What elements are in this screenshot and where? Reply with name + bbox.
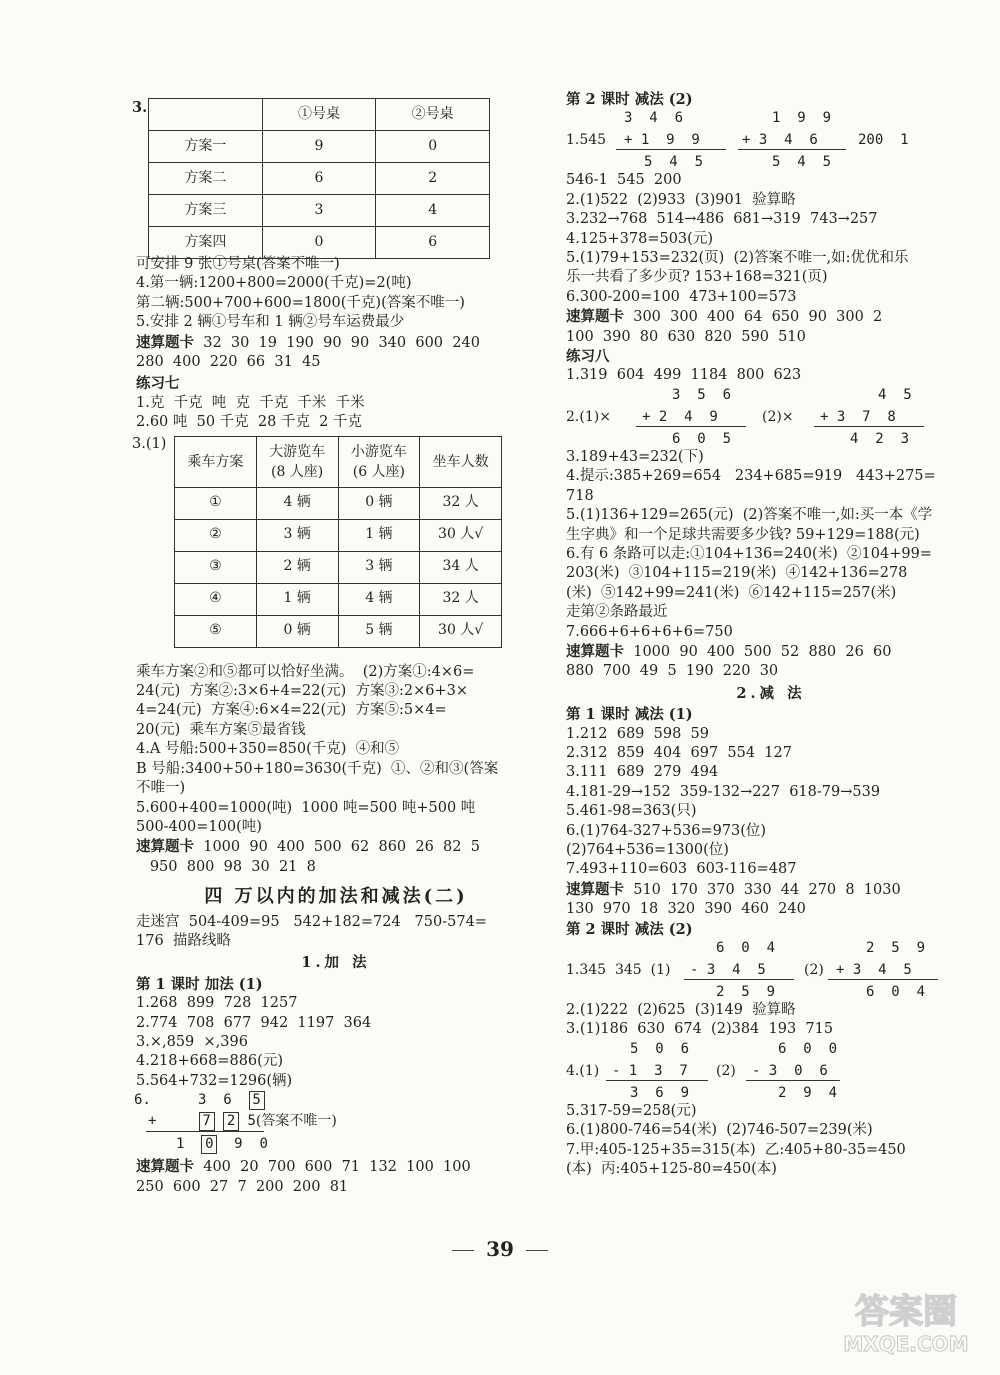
v4-label: 4.(1) xyxy=(566,1062,600,1079)
table-cell: 32 人 xyxy=(420,583,502,615)
v4-top-b: 6 0 0 xyxy=(778,1040,838,1057)
v4-mid-a: - 1 3 7 xyxy=(612,1062,688,1079)
answer-line: 2.60 吨 50 千克 28 千克 2 千克 xyxy=(136,414,363,431)
v4-line-b xyxy=(746,1080,840,1081)
answer-line: 5.安排 2 辆①号车和 1 辆②号车运费最少 xyxy=(136,314,405,331)
table1-block xyxy=(132,90,536,255)
answer-line: 走迷宫 504-409=95 542+182=724 750-574= xyxy=(136,913,487,930)
answer-line: 速算题卡 32 30 19 190 90 90 340 600 240 xyxy=(136,333,480,351)
answer-line: 7.493+110=603 603-116=487 xyxy=(566,861,797,878)
v1-top-b: 1 9 9 xyxy=(772,110,832,127)
v3-bot-b: 6 0 4 xyxy=(866,984,926,1001)
v2-top-a: 3 5 6 xyxy=(672,386,732,403)
q6-row2: + 7 2 5(答案不唯一) xyxy=(148,1113,337,1130)
v2-line-b xyxy=(814,426,924,427)
answer-line: 880 700 49 5 190 220 30 xyxy=(566,663,779,680)
table-cell: 9 xyxy=(262,131,376,163)
answer-line: 5.564+732=1296(辆) xyxy=(136,1072,293,1089)
table-cell: 0 辆 xyxy=(338,487,420,519)
v2-mid: (2)× xyxy=(762,408,794,425)
answer-line: 5.(1)136+129=265(元) (2)答案不唯一,如:买一本《学 xyxy=(566,507,933,524)
answer-line: 3.111 689 279 494 xyxy=(566,764,719,781)
v3-mid-a: - 3 4 5 xyxy=(690,962,766,979)
answer-line: 乐一共看了多少页? 153+168=321(页) xyxy=(566,269,828,286)
answer-line: 5.(1)79+153=232(页) (2)答案不唯一,如:优优和乐 xyxy=(566,250,909,267)
v3-top-b: 2 5 9 xyxy=(866,940,926,957)
answer-line: 第二辆:500+700+600=1800(千克)(答案不唯一) xyxy=(136,294,465,311)
v1-mid-a: + 1 9 9 xyxy=(624,132,700,149)
table-header-row xyxy=(175,436,502,487)
exercise7-title: 练习七 xyxy=(136,375,180,393)
svg-text:答案圈: 答案圈 xyxy=(855,1292,957,1332)
answer-line: 100 390 80 630 820 590 510 xyxy=(566,328,806,345)
answer-line: 718 xyxy=(566,487,594,504)
right-lines-e xyxy=(566,1102,976,1180)
table-header-cell: 小游览车 (6 人座) xyxy=(338,436,420,487)
table-row xyxy=(149,195,490,227)
v2-line-a xyxy=(636,426,746,427)
answer-line: 4=24(元) 方案④:6×4=22(元) 方案⑤:5×4= xyxy=(136,702,447,719)
lesson2-title: 第 2 课时 减法 (2) xyxy=(566,91,693,108)
v4-bot-b: 2 9 4 xyxy=(778,1084,838,1101)
answer-line: 4.218+668=886(元) xyxy=(136,1053,283,1070)
v2-label: 2.(1)× xyxy=(566,408,611,425)
v1-bot-a: 5 4 5 xyxy=(644,154,704,171)
v3-mid-b: + 3 4 5 xyxy=(836,962,912,979)
answer-line: 130 970 18 320 390 460 240 xyxy=(566,901,806,918)
answer-line: 20(元) 乘车方案⑤最省钱 xyxy=(136,721,306,738)
table-row xyxy=(175,487,502,519)
answer-line: 速算题卡 300 300 400 64 650 90 300 2 xyxy=(566,308,883,326)
answer-line: 4.第一辆:1200+800=2000(千克)=2(吨) xyxy=(136,275,412,292)
table-cell: 3 辆 xyxy=(338,551,420,583)
q6-box: 5 xyxy=(249,1091,265,1110)
answer-line: 1.克 千克 吨 克 千克 千米 千米 xyxy=(136,394,365,411)
table-cell: 1 辆 xyxy=(256,583,338,615)
table-cell: 4 xyxy=(376,195,490,227)
table-cell: 2 xyxy=(376,163,490,195)
answer-line: (本) 丙:405+125-80=450(本) xyxy=(566,1161,777,1178)
v4-mid: (2) xyxy=(716,1062,736,1079)
v1-vertical xyxy=(566,109,976,171)
answer-line: 4.181-29→152 359-132→227 618-79→539 xyxy=(566,783,881,800)
lines-c xyxy=(136,663,536,877)
answer-line: 速算题卡 1000 90 400 500 62 860 26 82 5 xyxy=(136,838,480,856)
table-cell: 5 辆 xyxy=(338,615,420,647)
table-header-cell: 乘车方案 xyxy=(175,436,257,487)
dash-right xyxy=(526,1250,548,1251)
answer-line: 生字典》和一个足球共需要多少钱? 59+129=188(元) xyxy=(566,526,920,543)
answer-line: 6.300-200=100 473+100=573 xyxy=(566,288,797,305)
table-cell: 方案一 xyxy=(149,131,263,163)
table2 xyxy=(174,436,502,648)
left-column xyxy=(132,90,536,1197)
answer-line: 7.甲:405-125+35=315(本) 乙:405+80-35=450 xyxy=(566,1141,906,1158)
table-cell: 1 辆 xyxy=(338,519,420,551)
answer-line: 280 400 220 66 31 45 xyxy=(136,354,321,371)
v1-tail: 200 1 xyxy=(858,132,909,149)
answer-line: 546-1 545 200 xyxy=(566,172,682,189)
answer-line: 3.×,859 ×,396 xyxy=(136,1033,248,1050)
v1-top-a: 3 4 6 xyxy=(624,110,684,127)
table-header-cell: ①号桌 xyxy=(262,99,376,131)
table-row xyxy=(149,227,490,259)
answer-line: 950 800 98 30 21 8 xyxy=(136,858,316,875)
addition-subtitle: 1.加 法 xyxy=(301,954,371,972)
answer-line: 5.461-98=363(只) xyxy=(566,803,697,820)
v1-line-b xyxy=(738,149,846,150)
answer-line: 6.有 6 条路可以走:①104+136=240(米) ②104+99= xyxy=(566,545,932,562)
q6-label: 6. xyxy=(134,1092,151,1109)
q6-box: 2 xyxy=(223,1112,239,1131)
q6-sum-line xyxy=(146,1131,264,1132)
table-cell: 方案四 xyxy=(149,227,263,259)
table-cell: 34 人 xyxy=(420,551,502,583)
table-header-cell: 坐车人数 xyxy=(420,436,502,487)
q6-box: 0 xyxy=(201,1135,217,1154)
table-cell: 32 人 xyxy=(420,487,502,519)
lines-e xyxy=(136,994,536,1091)
answer-line: 5.600+400=1000(吨) 1000 吨=500 吨+500 吨 xyxy=(136,799,476,816)
answer-line: 2.(1)222 (2)625 (3)149 验算略 xyxy=(566,1002,796,1019)
table-cell: 4 辆 xyxy=(256,487,338,519)
v3-vertical xyxy=(566,939,976,1001)
answer-line: (米) ⑤142+99=241(米) ⑥142+115=257(米) xyxy=(566,584,897,601)
v4-bot-a: 3 6 9 xyxy=(630,1084,690,1101)
q6-row3: 1 0 9 0 xyxy=(176,1136,268,1153)
table-cell: 0 xyxy=(376,131,490,163)
exercise8-title: 练习八 xyxy=(566,348,610,366)
table-row xyxy=(175,519,502,551)
answer-line: 6.(1)800-746=54(米) (2)746-507=239(米) xyxy=(566,1122,873,1139)
svg-text:MXQE.COM: MXQE.COM xyxy=(843,1332,969,1356)
answer-line: 1.212 689 598 59 xyxy=(566,725,709,742)
table-cell: 0 辆 xyxy=(256,615,338,647)
dash-left xyxy=(452,1250,474,1251)
v2-mid-b: + 3 7 8 xyxy=(820,408,896,425)
answer-line: 7.666+6+6+6+6=750 xyxy=(566,623,733,640)
table-cell: ① xyxy=(175,487,257,519)
table-header-cell: ②号桌 xyxy=(376,99,490,131)
v2-bot-a: 6 0 5 xyxy=(672,430,732,447)
answer-line: 2.(1)522 (2)933 (3)901 验算略 xyxy=(566,191,796,208)
table-cell: 3 xyxy=(262,195,376,227)
table-cell: ⑤ xyxy=(175,615,257,647)
v1-line-a xyxy=(616,149,726,150)
table-row xyxy=(149,163,490,195)
table-cell: 30 人√ xyxy=(420,615,502,647)
answer-line: 4.125+378=503(元) xyxy=(566,230,713,247)
table-cell: ③ xyxy=(175,551,257,583)
table-cell: ④ xyxy=(175,583,257,615)
lines-f xyxy=(136,1157,536,1197)
subtraction-subtitle: 2.减 法 xyxy=(736,684,806,702)
table-cell: 2 辆 xyxy=(256,551,338,583)
lines-b xyxy=(136,394,536,433)
watermark-logo xyxy=(836,1271,976,1361)
v3-line-a xyxy=(684,979,794,980)
v3-top-a: 6 0 4 xyxy=(716,940,776,957)
table-cell: 3 辆 xyxy=(256,519,338,551)
answer-line: 24(元) 方案②:3×6+4=22(元) 方案③:2×6+3× xyxy=(136,683,468,700)
answer-line: 乘车方案②和⑤都可以恰好坐满。 (2)方案①:4×6= xyxy=(136,663,475,680)
lines-d xyxy=(136,913,536,952)
table-row xyxy=(149,131,490,163)
v1-bot-b: 5 4 5 xyxy=(772,154,832,171)
v2-mid-a: + 2 4 9 xyxy=(642,408,718,425)
right-lines-a xyxy=(566,171,976,347)
v3-line-b xyxy=(828,979,938,980)
answer-line: 1.268 899 728 1257 xyxy=(136,995,298,1012)
table-cell: 方案三 xyxy=(149,195,263,227)
q3-label: 3. xyxy=(132,99,148,116)
right-lines-b xyxy=(566,448,976,682)
table-row xyxy=(175,615,502,647)
sub-lesson2-title: 第 2 课时 减法 (2) xyxy=(566,920,693,938)
answer-line: 176 描路线略 xyxy=(136,932,231,949)
answer-line: (2)764+536=1300(位) xyxy=(566,842,729,858)
answer-line: 4.提示:385+269=654 234+685=919 443+275= xyxy=(566,468,936,485)
v4-vertical xyxy=(566,1040,976,1102)
table-cell: ② xyxy=(175,519,257,551)
v4-line-a xyxy=(606,1080,708,1081)
table-cell: 方案二 xyxy=(149,163,263,195)
answer-line: 3.189+43=232(下) xyxy=(566,448,704,465)
exercise8-line1: 1.319 604 499 1184 800 623 xyxy=(566,367,802,384)
table-cell: 6 xyxy=(262,163,376,195)
answer-line: 2.774 708 677 942 1197 364 xyxy=(136,1014,372,1031)
table-header-cell: 大游览车 (8 人座) xyxy=(256,436,338,487)
table-cell: 30 人√ xyxy=(420,519,502,551)
table-row xyxy=(175,551,502,583)
v4-top-a: 5 0 6 xyxy=(630,1040,690,1057)
table2-block xyxy=(132,433,536,663)
v2-vertical xyxy=(566,386,976,448)
answer-line: 3.(1)186 630 674 (2)384 193 715 xyxy=(566,1021,834,1038)
table-cell: 6 xyxy=(376,227,490,259)
table-header-row xyxy=(149,99,490,131)
table-cell: 0 xyxy=(262,227,376,259)
v3-bot-a: 2 5 9 xyxy=(716,984,776,1001)
lines-a xyxy=(136,255,536,372)
answer-line: 6.(1)764-327+536=973(位) xyxy=(566,822,767,839)
answer-line: 250 600 27 7 200 200 81 xyxy=(136,1178,349,1195)
v3-mid: (2) xyxy=(804,962,824,979)
q6-vertical xyxy=(136,1091,536,1157)
v2-bot-b: 4 2 3 xyxy=(850,430,910,447)
q3b-label: 3.(1) xyxy=(132,435,167,452)
answer-line: B 号船:3400+50+180=3630(千克) ①、②和③(答案 xyxy=(136,760,499,777)
page-number: 39 xyxy=(0,1237,1000,1261)
answer-line: 不唯一) xyxy=(136,780,186,797)
answer-line: 500-400=100(吨) xyxy=(136,818,262,835)
answer-line: 速算题卡 400 20 700 600 71 132 100 100 xyxy=(136,1158,471,1176)
v2-top-b: 4 5 xyxy=(878,386,912,403)
answer-line: 可安排 9 张①号桌(答案不唯一) xyxy=(136,256,340,272)
v4-mid-b: - 3 0 6 xyxy=(752,1062,828,1079)
sub-lesson1-title: 第 1 课时 减法 (1) xyxy=(566,706,693,724)
answer-line: 走第②条路最近 xyxy=(566,604,668,621)
answer-line: 2.312 859 404 697 554 127 xyxy=(566,744,792,761)
unit-title: 四 万以内的加法和减法(二) xyxy=(204,886,468,908)
q6-box: 7 xyxy=(199,1112,215,1131)
v3-label: 1.345 345 (1) xyxy=(566,962,671,979)
answer-line: 速算题卡 1000 90 400 500 52 880 26 60 xyxy=(566,642,892,660)
q6-row1: 3 6 5 xyxy=(198,1091,265,1110)
answer-line: 3.232→768 514→486 681→319 743→257 xyxy=(566,211,878,228)
table1 xyxy=(148,98,490,259)
answer-line: 203(米) ③104+115=219(米) ④142+136=278 xyxy=(566,565,908,582)
answer-line: 4.A 号船:500+350=850(千克) ④和⑤ xyxy=(136,741,400,758)
table-cell: 4 辆 xyxy=(338,583,420,615)
right-lines-d xyxy=(566,1001,976,1040)
v1-mid-b: + 3 4 6 xyxy=(742,132,818,149)
lesson1-title: 第 1 课时 加法 (1) xyxy=(136,975,263,993)
right-column xyxy=(566,90,976,1179)
answer-line: 速算题卡 510 170 370 330 44 270 8 1030 xyxy=(566,880,901,898)
right-lines-c xyxy=(566,725,976,920)
answer-line: 5.317-59=258(元) xyxy=(566,1102,697,1119)
table-header-cell xyxy=(149,99,263,131)
v1-label: 1.545 xyxy=(566,132,607,149)
table-row xyxy=(175,583,502,615)
